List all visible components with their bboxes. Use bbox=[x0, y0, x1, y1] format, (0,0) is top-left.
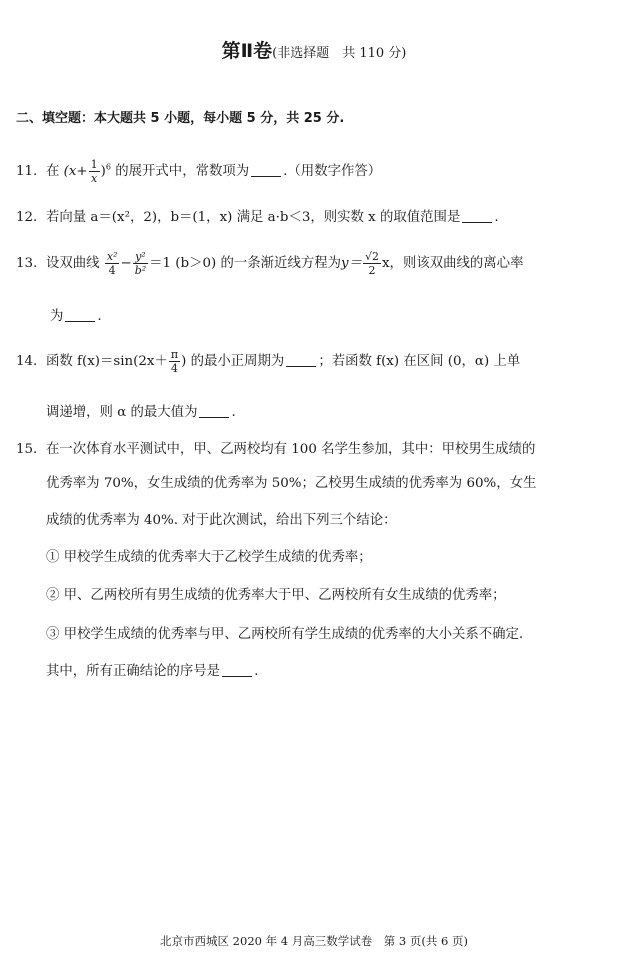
question-number: 12. bbox=[16, 210, 38, 225]
question-15: 15. 在一次体育水平测试中，甲、乙两校均有 100 名学生参加，其中：甲校男生成绩的 bbox=[16, 442, 536, 457]
question-14-line2: 调递增，则 α 的最大值为 . bbox=[46, 405, 236, 420]
page-footer: 北京市西城区 2020 年 4 月高三数学试卷 第 3 页(共 6 页) bbox=[160, 934, 468, 948]
question-number: 11. bbox=[16, 164, 38, 179]
question-number: 13. bbox=[16, 256, 38, 271]
fraction: $\frac{1}{x}$ bbox=[90, 158, 98, 185]
question-number: 14. bbox=[16, 354, 38, 369]
answer-blank[interactable] bbox=[286, 354, 316, 367]
page-title bbox=[0, 36, 628, 63]
conclusion-1: ① 甲校学生成绩的优秀率大于乙校学生成绩的优秀率； bbox=[46, 550, 372, 565]
answer-blank[interactable] bbox=[251, 164, 281, 177]
fraction: $\frac{\text{x²}}{4}$ bbox=[106, 250, 118, 277]
question-14: 14. 函数 f(x)＝sin(2x＋ $\frac{\pi}{4}$ ) 的最小正周期为 ；若函数 f(x) 在区间 (0，α) 上单 bbox=[16, 348, 521, 375]
question-11: 11. 在 (x+ $\frac{1}{x}$ )$^6$ 的展开式中，常数项为 .（用数字作答） bbox=[16, 158, 382, 185]
question-13: 13. 设双曲线 $\frac{\text{x²}}{4}$ − $\frac{\text{y²}}{\text{b²}}$ ＝1 (b＞0) 的一条渐近线方程为y＝ $\frac{√2}{2}$ x，则该双曲线的离心率 bbox=[16, 250, 524, 277]
answer-blank[interactable] bbox=[199, 405, 229, 418]
question-15-line3: 成绩的优秀率为 40%. 对于此次测试，给出下列三个结论： bbox=[46, 513, 397, 528]
question-12: 12. 若向量 a＝(x²，2)，b＝(1，x) 满足 a·b＜3，则实数 x 的取值范围是 . bbox=[16, 210, 499, 225]
answer-blank[interactable] bbox=[222, 664, 252, 677]
fraction: $\frac{√2}{2}$ bbox=[364, 250, 379, 277]
section-heading: 二、填空题：本大题共 5 小题，每小题 5 分，共 25 分. bbox=[16, 111, 345, 126]
question-15-line2: 优秀率为 70%，女生成绩的优秀率为 50%；乙校男生成绩的优秀率为 60%，女生 bbox=[46, 476, 537, 491]
conclusion-3: ③ 甲校学生成绩的优秀率与甲、乙两校所有学生成绩的优秀率的大小关系不确定. bbox=[46, 627, 524, 642]
conclusion-2: ② 甲、乙两校所有男生成绩的优秀率大于甲、乙两校所有女生成绩的优秀率； bbox=[46, 588, 506, 603]
question-13-line2: 为 . bbox=[50, 309, 102, 324]
answer-blank[interactable] bbox=[65, 309, 95, 322]
answer-blank[interactable] bbox=[462, 210, 492, 223]
question-15-final: 其中，所有正确结论的序号是 . bbox=[46, 664, 259, 679]
question-number: 15. bbox=[16, 442, 38, 457]
volume-subtitle: (非选择题 共 110 分) bbox=[272, 46, 407, 61]
volume-title: 第Ⅱ卷 bbox=[221, 40, 273, 62]
fraction: $\frac{\text{y²}}{\text{b²}}$ bbox=[134, 250, 147, 277]
fraction: $\frac{\pi}{4}$ bbox=[170, 348, 179, 375]
